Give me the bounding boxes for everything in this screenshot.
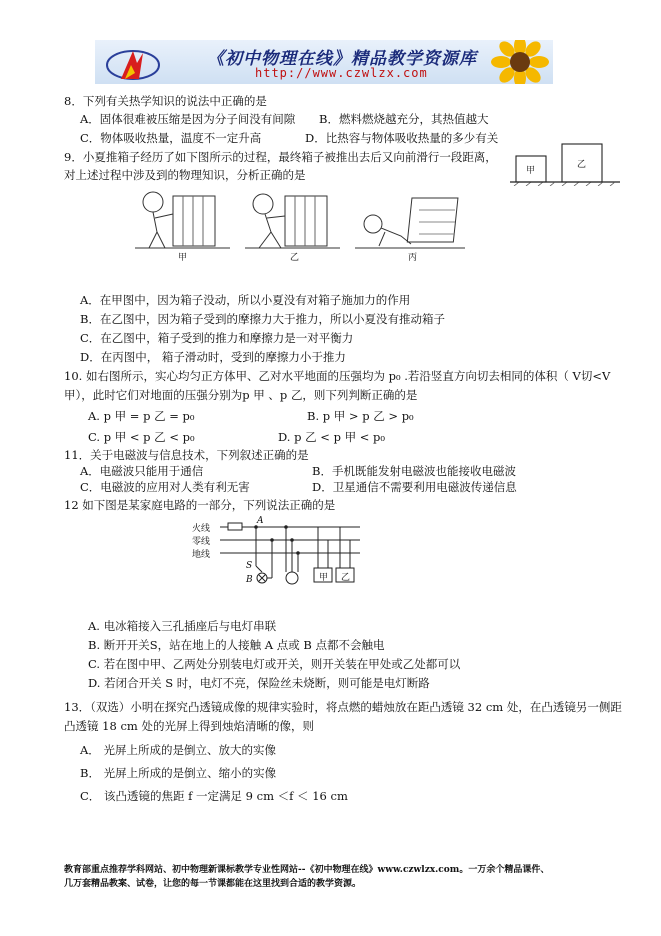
q11-option-d: D．卫星通信不需要利用电磁波传递信息 [312, 480, 517, 494]
q9-option-c: C．在乙图中，箱子受到的推力和摩擦力是一对平衡力 [80, 331, 354, 345]
q12-option-c: C. 若在图中甲、乙两处分别装电灯或开关，则开关装在甲处或乙处都可以 [88, 657, 461, 671]
q10-option-c: C. p 甲 < p 乙 < p₀ [88, 430, 195, 444]
position-jia-label: 甲 [319, 573, 329, 583]
q11-option-c: C．电磁波的应用对人类有利无害 [80, 480, 250, 494]
q11-stem: 11．关于电磁波与信息技术，下列叙述正确的是 [64, 448, 309, 462]
sunflower-icon [487, 40, 553, 84]
live-wire-label: 火线 [192, 524, 211, 534]
q9-option-a: A．在甲图中，因为箱子没动，所以小夏没有对箱子施加力的作用 [80, 293, 411, 307]
fig-bing-label: 丙 [408, 253, 418, 263]
q8-option-d: D．比热容与物体吸收热量的多少有关 [305, 131, 499, 145]
switch-s-label: S [246, 561, 253, 571]
q11-option-b: B．手机既能发射电磁波也能接收电磁波 [312, 464, 516, 478]
q12-option-d: D. 若闭合开关 S 时，电灯不亮，保险丝未烧断，则可能是电灯断路 [88, 676, 430, 690]
q12-circuit-figure [190, 516, 360, 590]
q8-option-c: C．物体吸收热量，温度不一定升高 [80, 131, 262, 145]
q13-option-c: C． 该凸透镜的焦距 f 一定满足 9 cm ＜f ＜ 16 cm [80, 789, 348, 803]
q9-push-figure [135, 188, 465, 264]
neutral-wire-label: 零线 [192, 537, 211, 547]
q10-option-d: D. p 乙 < p 甲 < p₀ [278, 430, 386, 444]
q10-stem-line1: 10. 如右图所示，实心均匀正方体甲、乙对水平地面的压强均为 p₀ .若沿竖直方向切去相同的体积（ V切<V [64, 369, 611, 383]
banner-url[interactable]: http://www.czwlzx.com [255, 66, 428, 80]
q12-option-a: A. 电冰箱接入三孔插座后与电灯串联 [88, 619, 277, 633]
q12-option-b: B. 断开开关S，站在地上的人接触 A 点或 B 点都不会触电 [88, 638, 385, 652]
banner-title: 《初中物理在线》精品教学资源库 [207, 49, 477, 69]
q10-stem-line2: 甲），此时它们对地面的压强分别为p 甲 、p 乙，则下列判断正确的是 [64, 388, 418, 402]
cube-jia-label: 甲 [526, 166, 536, 176]
q13-stem-line2: 凸透镜 18 cm 处的光屏上得到烛焰清晰的像，则 [64, 719, 314, 733]
household-circuit-diagram-icon [190, 516, 360, 590]
point-b-label: B [246, 575, 253, 585]
position-yi-label: 乙 [341, 573, 351, 583]
q9-option-b: B．在乙图中，因为箱子受到的摩擦力大于推力，所以小夏没有推动箱子 [80, 312, 445, 326]
q10-option-b: B. p 甲 > p 乙 > p₀ [307, 409, 414, 423]
q13-option-b: B． 光屏上所成的是倒立、缩小的实像 [80, 766, 277, 780]
q8-stem: 8．下列有关热学知识的说法中正确的是 [64, 94, 267, 108]
fig-jia-label: 甲 [178, 253, 188, 263]
footer-line2: 几万套精品教案、试卷，让您的每一节课都能在这里找到合适的教学资源。 [64, 879, 362, 889]
q9-stem-line1: 9．小夏推箱子经历了如下图所示的过程，最终箱子被推出去后又向前滑行一段距离， [64, 150, 497, 164]
q8-option-b: B．燃料燃烧越充分，其热值越大 [319, 112, 489, 126]
q10-cubes-figure [510, 142, 620, 186]
cube-yi-label: 乙 [577, 160, 587, 170]
fig-yi-label: 乙 [290, 253, 300, 263]
q11-option-a: A．电磁波只能用于通信 [80, 464, 204, 478]
q10-option-a: A. p 甲 = p 乙 = p₀ [88, 409, 195, 423]
header-banner [95, 40, 553, 84]
q8-option-a: A．固体很难被压缩是因为分子间没有间隙 [80, 112, 296, 126]
q13-stem-line1: 13．（双选）小明在探究凸透镜成像的规律实验时，将点燃的蜡烛放在距凸透镜 32 cm 处，在凸透镜另一侧距 [64, 700, 622, 714]
q9-stem-line2: 对上述过程中涉及到的物理知识，分析正确的是 [64, 168, 306, 182]
point-a-label: A [257, 516, 264, 526]
site-logo-icon [103, 43, 163, 83]
q13-option-a: A． 光屏上所成的是倒立、放大的实像 [80, 743, 276, 757]
footer-line1: 教育部重点推荐学科网站、初中物理新课标教学专业性网站--《初中物理在线》www.czwlzx.com。一万余个精品课件、 [64, 865, 550, 875]
ground-wire-label: 地线 [192, 550, 211, 560]
q9-option-d: D．在丙图中， 箱子滑动时，受到的摩擦力小于推力 [80, 350, 346, 364]
q12-stem: 12 如下图是某家庭电路的一部分，下列说法正确的是 [64, 498, 336, 512]
